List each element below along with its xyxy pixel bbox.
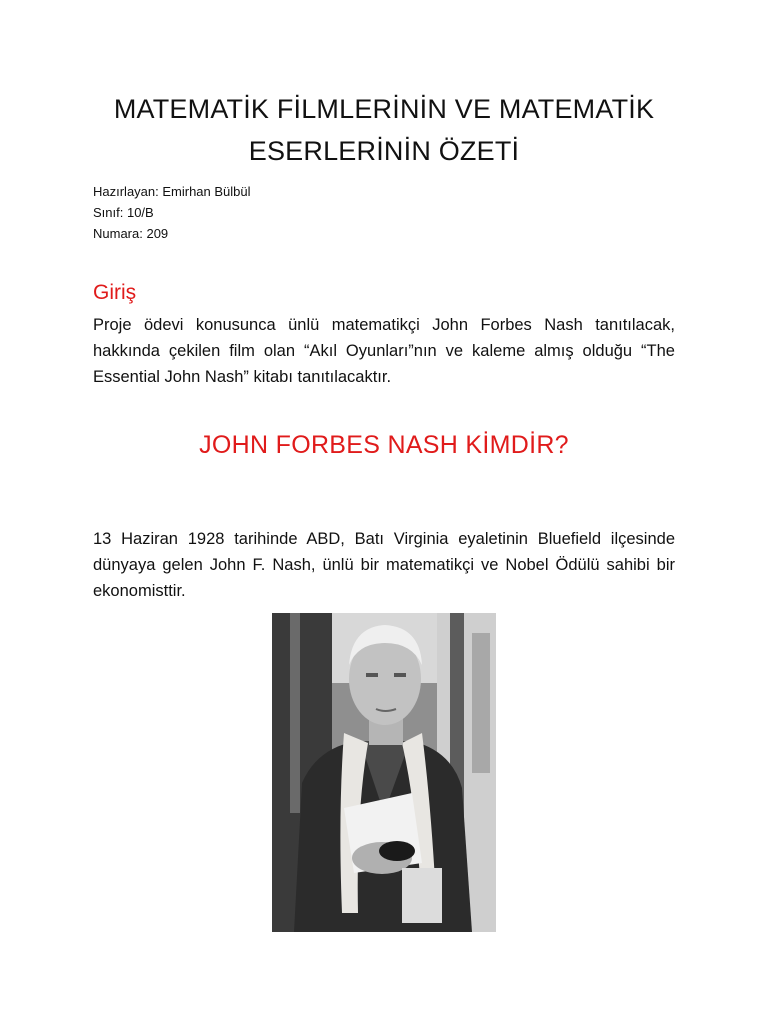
prepared-by: Hazırlayan: Emirhan Bülbül xyxy=(93,184,251,199)
document-title xyxy=(60,88,708,172)
intro-paragraph: Proje ödevi konusunca ünlü matematikçi John Forbes Nash tanıtılacak, hakkında çekilen film olan “Akıl Oyunları”nın ve kaleme almış olduğu “The Essential John Nash” kitabı tanıtılacaktır. xyxy=(93,316,675,386)
class-info: Sınıf: 10/B xyxy=(93,205,154,220)
intro-heading: Giriş xyxy=(93,281,137,304)
title-line-1: MATEMATİK FİLMLERİNİN VE MATEMATİK xyxy=(113,94,655,124)
author-info xyxy=(93,181,251,244)
student-number: Numara: 209 xyxy=(93,226,169,241)
title-line-2: ESERLERİNİN ÖZETİ xyxy=(248,136,520,166)
bio-paragraph: 13 Haziran 1928 tarihinde ABD, Batı Virginia eyaletinin Bluefield ilçesinde dünyaya gelen John F. Nash, ünlü bir matematikçi ve Nobel Ödülü sahibi bir ekonomisttir. xyxy=(93,530,675,600)
section-heading: JOHN FORBES NASH KİMDİR? xyxy=(199,431,569,459)
portrait-photo xyxy=(272,613,496,932)
